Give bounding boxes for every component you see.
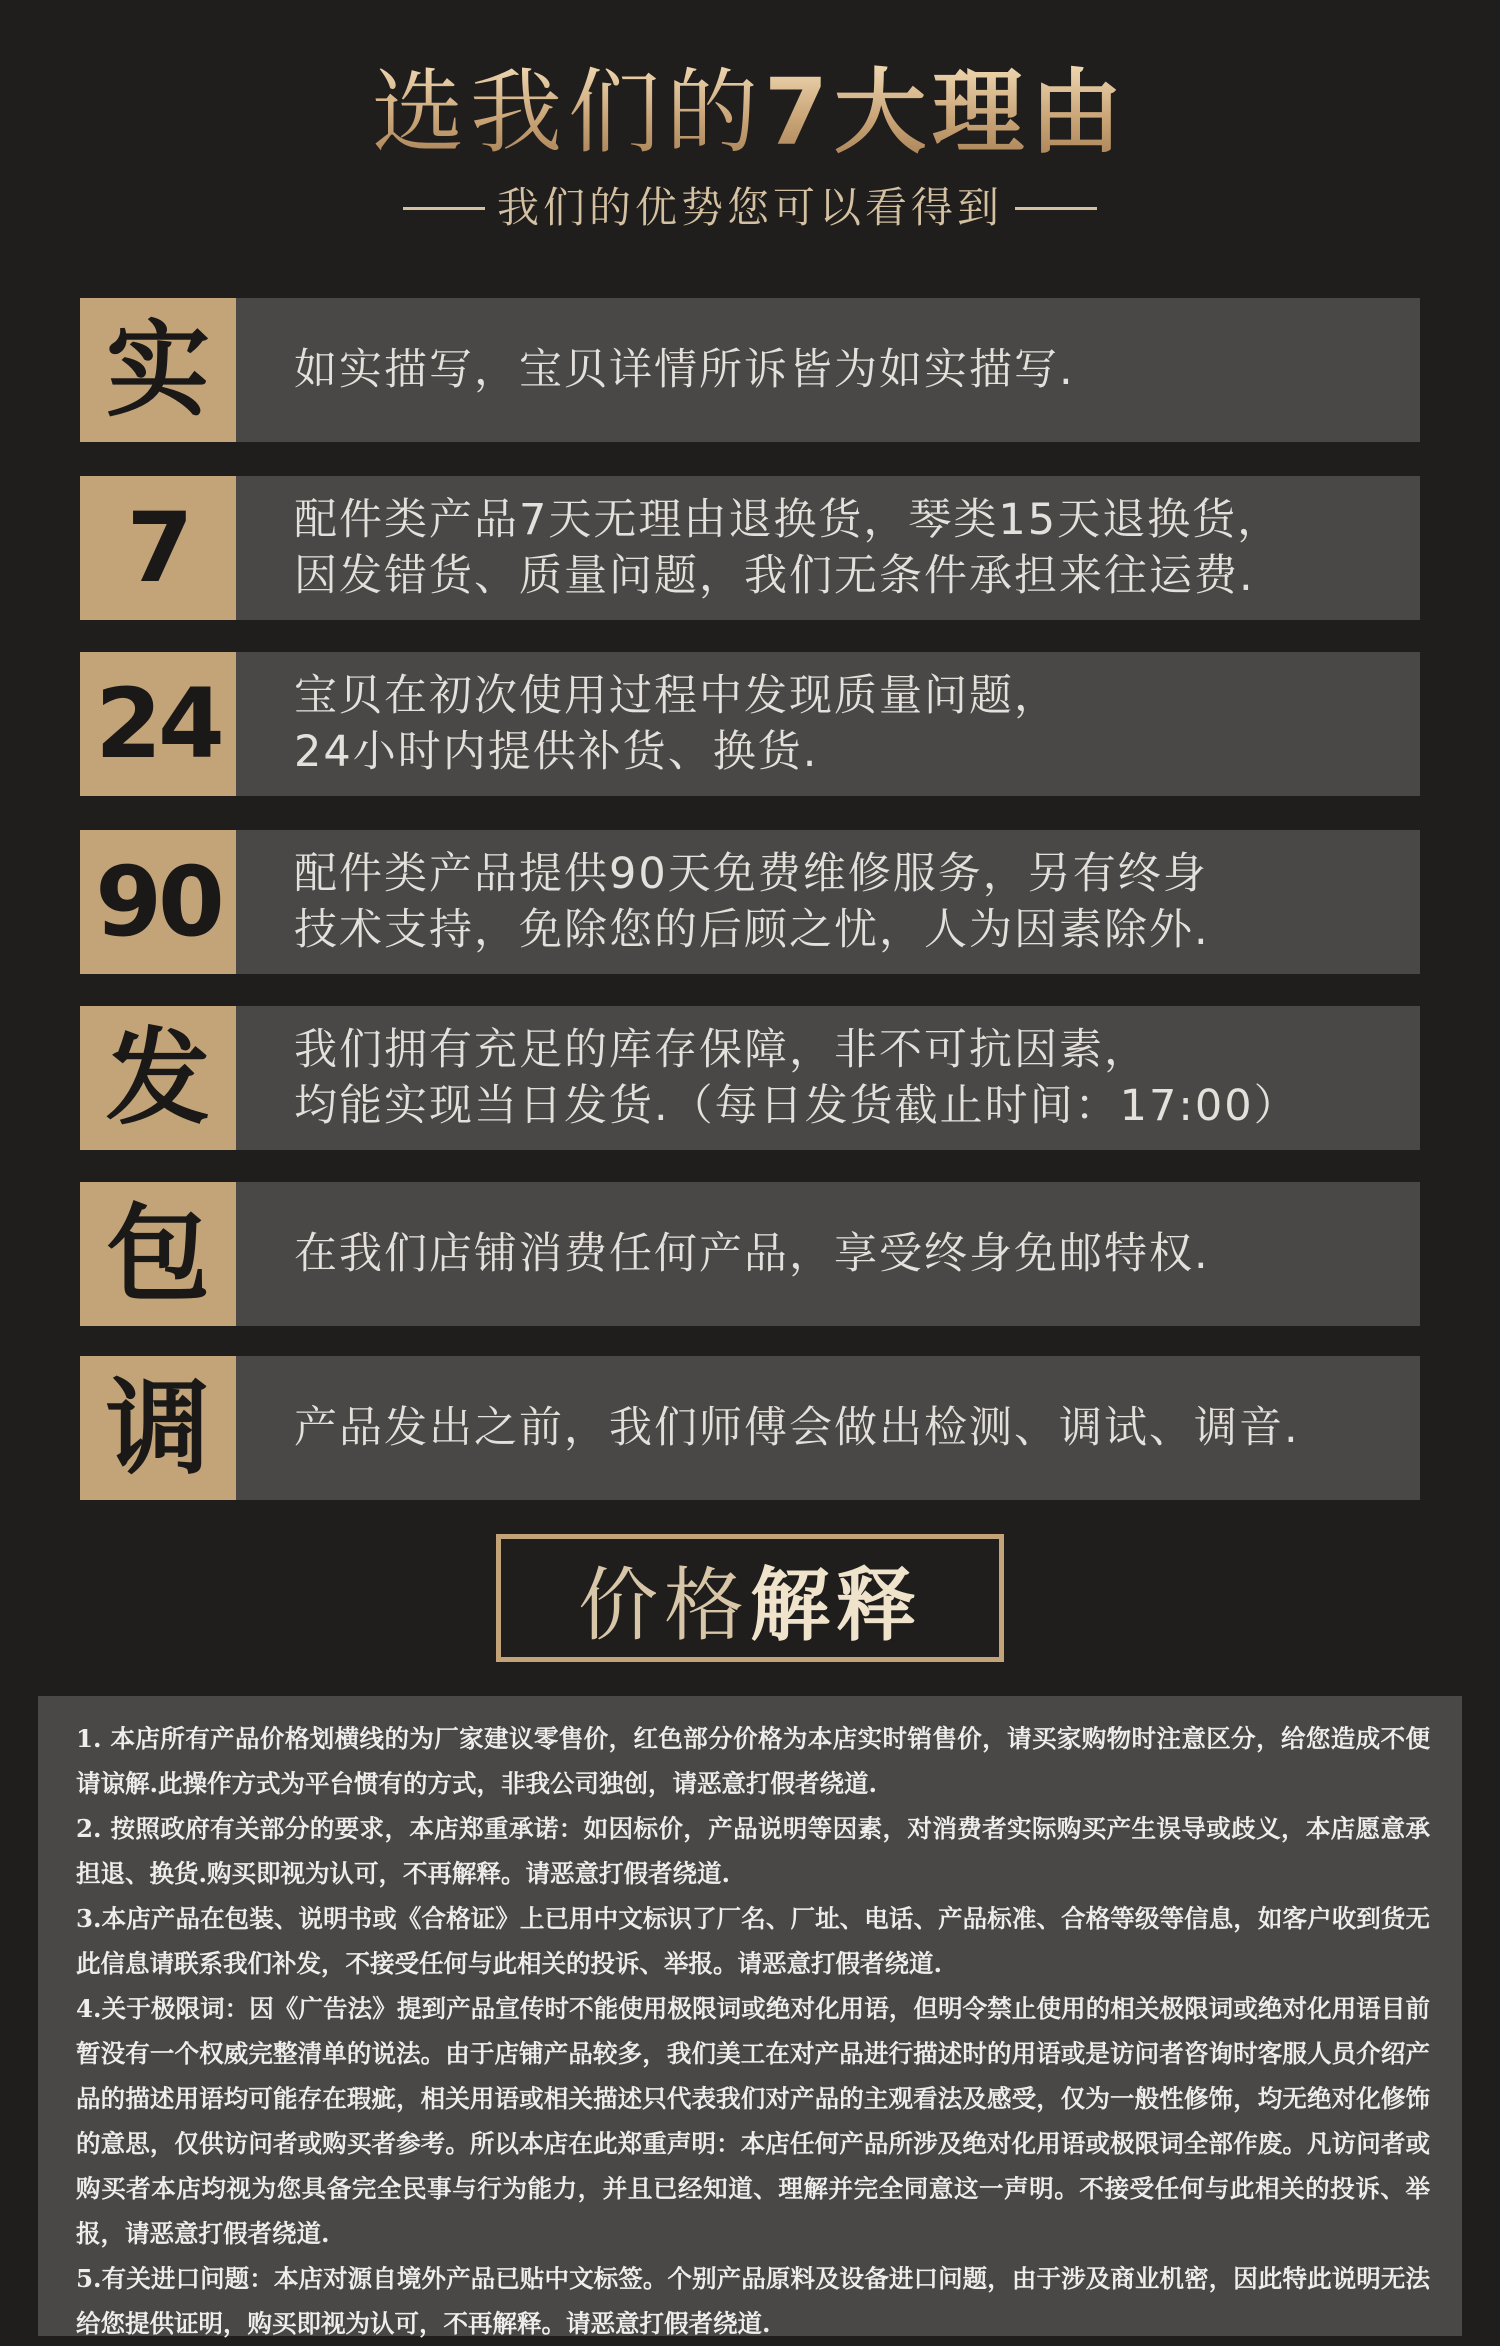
reason-badge: 24 bbox=[80, 652, 236, 796]
title-bold: 7大理由 bbox=[764, 59, 1129, 166]
subtitle-left-rule bbox=[403, 207, 485, 210]
reason-item-tuning bbox=[80, 1356, 1420, 1500]
reason-line: 因发错货、质量问题，我们无条件承担来往运费. bbox=[294, 551, 1255, 601]
price-label-bold: 解释 bbox=[750, 1558, 922, 1652]
price-explanation-heading bbox=[496, 1534, 1004, 1662]
reason-badge: 包 bbox=[80, 1182, 236, 1326]
reason-item-real bbox=[80, 298, 1420, 442]
reason-line: 我们拥有充足的库存保障，非不可抗因素， bbox=[294, 1025, 1149, 1075]
subtitle-right-rule bbox=[1015, 207, 1097, 210]
reason-line: 均能实现当日发货.（每日发货截止时间：17:00） bbox=[294, 1081, 1299, 1131]
reason-text bbox=[236, 298, 1420, 442]
price-label-light: 价格 bbox=[578, 1558, 750, 1652]
reason-line: 产品发出之前，我们师傅会做出检测、调试、调音. bbox=[294, 1403, 1300, 1453]
reason-line: 宝贝在初次使用过程中发现质量问题， bbox=[294, 671, 1059, 721]
reason-line: 配件类产品提供90天免费维修服务，另有终身 bbox=[294, 849, 1208, 899]
title-prefix: 选我们的 bbox=[371, 59, 764, 166]
reason-badge: 实 bbox=[80, 298, 236, 442]
price-notice-panel bbox=[38, 1696, 1462, 2336]
reason-text bbox=[236, 652, 1420, 796]
reason-text bbox=[236, 1182, 1420, 1326]
subtitle-text: 我们的优势您可以看得到 bbox=[496, 183, 1003, 232]
reason-text bbox=[236, 1006, 1420, 1150]
reason-badge: 发 bbox=[80, 1006, 236, 1150]
reason-badge: 调 bbox=[80, 1356, 236, 1500]
notice-paragraph: 5.有关进口问题：本店对源自境外产品已贴中文标签。个别产品原料及设备进口问题，由于涉及商业机密，因此特此说明无法给您提供证明，购买即视为认可，不再解释。请恶意打假者绕道. bbox=[76, 2264, 1430, 2338]
reason-text bbox=[236, 1356, 1420, 1500]
notice-paragraph: 3.本店产品在包装、说明书或《合格证》上已用中文标识了厂名、厂址、电话、产品标准、合格等级等信息，如客户收到货无此信息请联系我们补发，不接受任何与此相关的投诉、举报。请恶意打假者绕道. bbox=[76, 1904, 1430, 1978]
reason-item-7-days bbox=[80, 476, 1420, 620]
reason-line: 技术支持，免除您的后顾之忧，人为因素除外. bbox=[294, 905, 1210, 955]
subtitle bbox=[0, 178, 1500, 238]
notice-paragraph: 2. 按照政府有关部分的要求，本店郑重承诺：如因标价，产品说明等因素，对消费者实际购买产生误导或歧义，本店愿意承担退、换货.购买即视为认可，不再解释。请恶意打假者绕道. bbox=[76, 1814, 1430, 1888]
reason-line: 如实描写，宝贝详情所诉皆为如实描写. bbox=[294, 345, 1075, 395]
page-title bbox=[0, 58, 1500, 168]
reason-item-90-days bbox=[80, 830, 1420, 974]
notice-paragraph: 1. 本店所有产品价格划横线的为厂家建议零售价，红色部分价格为本店实时销售价，请买家购物时注意区分，给您造成不便请谅解.此操作方式为平台惯有的方式，非我公司独创，请恶意打假者绕道. bbox=[76, 1724, 1430, 1798]
reason-item-shipping bbox=[80, 1006, 1420, 1150]
reason-text bbox=[236, 830, 1420, 974]
reason-item-free-postage bbox=[80, 1182, 1420, 1326]
reason-line: 配件类产品7天无理由退换货，琴类15天退换货， bbox=[294, 495, 1283, 545]
reason-line: 24小时内提供补货、换货. bbox=[294, 727, 819, 777]
reason-badge: 90 bbox=[80, 830, 236, 974]
notice-paragraph: 4.关于极限词：因《广告法》提到产品宣传时不能使用极限词或绝对化用语，但明令禁止使用的相关极限词或绝对化用语目前暂没有一个权威完整清单的说法。由于店铺产品较多，我们美工在对产品进行描述时的用语或是访问者咨询时客服人员介绍产品的描述用语均可能存在瑕疵，相关用语或相关描述只代表我们对产品的主观看法及感受，仅为一般性修饰，均无绝对化修饰的意思，仅供访问者或购买者参考。所以本店在此郑重声明：本店任何产品所涉及绝对化用语或极限词全部作废。凡访问者或购买者本店均视为您具备完全民事与行为能力，并且已经知道、理解并完全同意这一声明。不接受任何与此相关的投诉、举报，请恶意打假者绕道. bbox=[76, 1994, 1430, 2248]
reason-badge: 7 bbox=[80, 476, 236, 620]
reason-item-24-hours bbox=[80, 652, 1420, 796]
reason-line: 在我们店铺消费任何产品，享受终身免邮特权. bbox=[294, 1229, 1210, 1279]
reason-text bbox=[236, 476, 1420, 620]
